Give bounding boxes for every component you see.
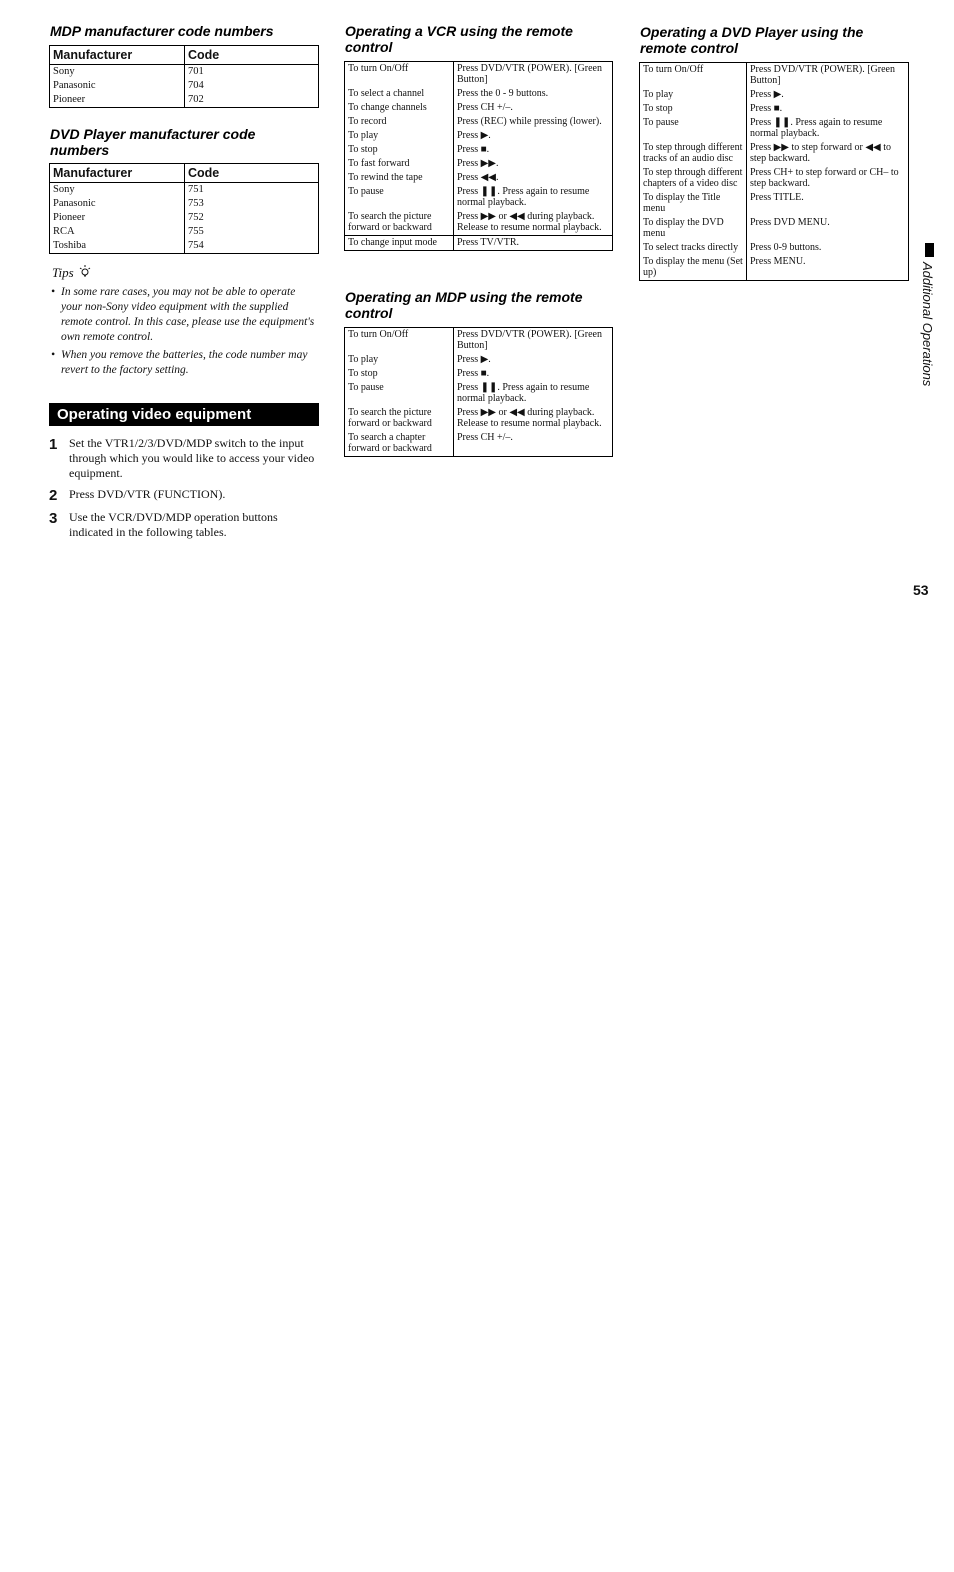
action-cell: To stop — [345, 367, 454, 381]
step-number: 2 — [49, 487, 58, 504]
action-cell: To play — [345, 353, 454, 367]
press-cell: Press ■. — [457, 368, 490, 379]
table-row — [640, 102, 909, 116]
table-row — [345, 431, 613, 457]
step-text: Set the VTR1/2/3/DVD/MDP switch to the input through which you would like to access your video equipment. — [69, 436, 315, 480]
press-cell: Press (REC) while pressing (lower). — [457, 116, 602, 127]
table-row — [50, 93, 319, 108]
table-row — [345, 87, 613, 101]
table-row — [640, 216, 909, 241]
mdp-heading: Operating an MDP using the remote control — [345, 289, 583, 321]
table-row — [640, 63, 909, 89]
action-cell: To search the picture forward or backward — [345, 406, 454, 431]
table-row — [345, 328, 613, 354]
table-row — [345, 406, 613, 431]
action-cell: To turn On/Off — [640, 63, 747, 89]
press-cell: Press 0-9 buttons. — [750, 242, 822, 253]
manufacturer-cell: Panasonic — [50, 197, 185, 211]
table-row — [640, 191, 909, 216]
press-cell: Press ▶. — [750, 89, 784, 100]
action-cell: To record — [345, 115, 454, 129]
column-header-manufacturer: Manufacturer — [50, 46, 185, 65]
action-cell: To turn On/Off — [345, 62, 454, 88]
code-cell: 752 — [185, 211, 319, 225]
action-cell: To display the Title menu — [640, 191, 747, 216]
press-cell: Press CH +/–. — [457, 102, 513, 113]
tip-text: In some rare cases, you may not be able to operate your non-Sony video equipment with the supplied remote control. In this case, please use the equipment's own remote control. — [61, 286, 315, 343]
press-cell: Press ❚❚. Press again to resume normal playback. — [457, 186, 590, 208]
action-cell: To step through different chapters of a video disc — [640, 166, 747, 191]
action-cell: To select a channel — [345, 87, 454, 101]
table-row — [640, 166, 909, 191]
action-cell: To search a chapter forward or backward — [345, 431, 454, 457]
tip-item: • When you remove the batteries, the code number may revert to the factory setting. — [51, 348, 316, 378]
table-row — [640, 241, 909, 255]
table-row — [50, 79, 319, 93]
action-cell: To display the menu (Set up) — [640, 255, 747, 281]
table-row — [345, 353, 613, 367]
action-cell: To step through different tracks of an audio disc — [640, 141, 747, 166]
manufacturer-cell: Sony — [50, 183, 185, 198]
code-cell: 702 — [185, 93, 319, 108]
dvd-table — [639, 62, 909, 281]
table-row — [345, 143, 613, 157]
press-cell: Press ▶▶. — [457, 158, 499, 169]
press-cell: Press TV/VTR. — [454, 236, 613, 251]
press-cell: Press ❚❚. Press again to resume normal playback. — [750, 117, 883, 139]
action-cell: To stop — [345, 143, 454, 157]
table-row — [345, 236, 613, 251]
table-row — [640, 88, 909, 102]
press-cell: Press ▶. — [457, 354, 491, 365]
action-cell: To fast forward — [345, 157, 454, 171]
code-cell: 751 — [185, 183, 319, 198]
table-row — [50, 65, 319, 80]
press-cell: Press ❚❚. Press again to resume normal playback. — [457, 382, 590, 404]
table-row — [345, 62, 613, 88]
mdp-code-table — [49, 45, 319, 108]
manufacturer-cell: Panasonic — [50, 79, 185, 93]
press-cell: Press CH+ to step forward or CH– to step backward. — [750, 167, 899, 189]
code-cell: 755 — [185, 225, 319, 239]
press-cell: Press ■. — [457, 144, 490, 155]
press-cell: Press the 0 - 9 buttons. — [457, 88, 549, 99]
manufacturer-cell: Pioneer — [50, 211, 185, 225]
action-cell: To pause — [345, 185, 454, 210]
column-header-code: Code — [185, 46, 319, 65]
table-row — [345, 210, 613, 236]
manufacturer-cell: Pioneer — [50, 93, 185, 108]
press-cell: Press DVD MENU. — [750, 217, 830, 228]
press-cell: Press ■. — [750, 103, 783, 114]
vcr-table — [344, 61, 613, 251]
dvd-codes-heading: DVD Player manufacturer code numbers — [50, 126, 256, 158]
tips-list — [51, 285, 316, 378]
step-item — [49, 487, 319, 504]
manufacturer-cell: Sony — [50, 65, 185, 80]
code-cell: 753 — [185, 197, 319, 211]
action-cell: To turn On/Off — [345, 328, 454, 354]
column-header-code: Code — [185, 164, 319, 183]
table-row — [345, 381, 613, 406]
action-cell: To play — [345, 129, 454, 143]
press-cell: Press ▶▶ to step forward or ◀◀ to step backward. — [750, 142, 892, 164]
press-cell: Press ▶. — [457, 130, 491, 141]
table-row — [640, 141, 909, 166]
step-number: 3 — [49, 510, 58, 527]
action-cell: To select tracks directly — [640, 241, 747, 255]
action-cell: To pause — [640, 116, 747, 141]
press-cell: Press ▶▶ or ◀◀ during playback. Release to resume normal playback. — [457, 407, 602, 429]
press-cell: Press ▶▶ or ◀◀ during playback. Release to resume normal playback. — [457, 211, 602, 233]
code-cell: 754 — [185, 239, 319, 254]
dvd-heading: Operating a DVD Player using the remote control — [640, 24, 864, 56]
action-cell: To pause — [345, 381, 454, 406]
table-row — [50, 211, 319, 225]
section-tab-label: Additional Operations — [920, 262, 935, 387]
tips-header — [52, 264, 92, 283]
table-row — [640, 116, 909, 141]
mdp-codes-heading: MDP manufacturer code numbers — [50, 23, 274, 39]
action-cell: To change channels — [345, 101, 454, 115]
step-text: Use the VCR/DVD/MDP operation buttons indicated in the following tables. — [69, 510, 278, 539]
press-cell: Press TITLE. — [750, 192, 804, 203]
step-text: Press DVD/VTR (FUNCTION). — [69, 487, 226, 501]
table-row — [345, 115, 613, 129]
steps-list — [49, 436, 319, 540]
tips-title: Tips — [52, 265, 74, 280]
page-number: 53 — [913, 582, 929, 598]
step-item — [49, 436, 319, 481]
action-cell: To search the picture forward or backward — [345, 210, 454, 236]
lightbulb-icon — [78, 264, 92, 283]
table-row — [640, 255, 909, 281]
dvd-code-table — [49, 163, 319, 254]
step-number: 1 — [49, 436, 58, 453]
vcr-heading: Operating a VCR using the remote control — [345, 23, 573, 55]
table-row — [345, 157, 613, 171]
press-cell: Press DVD/VTR (POWER). [Green Button] — [750, 64, 895, 86]
code-cell: 704 — [185, 79, 319, 93]
press-cell: Press ◀◀. — [457, 172, 499, 183]
table-row — [345, 367, 613, 381]
table-row — [50, 183, 319, 198]
section-tab-marker — [925, 243, 934, 257]
mdp-table — [344, 327, 613, 457]
tip-item: • In some rare cases, you may not be able to operate your non-Sony video equipment with the supplied remote control. In this case, please use the equipment's own remote control. — [51, 286, 315, 343]
manufacturer-cell: RCA — [50, 225, 185, 239]
table-row — [50, 239, 319, 254]
table-row — [50, 197, 319, 211]
table-row — [50, 225, 319, 239]
press-cell: Press DVD/VTR (POWER). [Green Button] — [457, 329, 602, 351]
column-header-manufacturer: Manufacturer — [50, 164, 185, 183]
action-cell: To play — [640, 88, 747, 102]
action-cell: To display the DVD menu — [640, 216, 747, 241]
code-cell: 701 — [185, 65, 319, 80]
table-row — [345, 101, 613, 115]
manufacturer-cell: Toshiba — [50, 239, 185, 254]
press-cell: Press MENU. — [750, 256, 806, 267]
operating-video-banner: Operating video equipment — [49, 403, 319, 426]
table-row — [345, 185, 613, 210]
action-cell: To change input mode — [345, 236, 454, 251]
step-item — [49, 510, 319, 540]
table-row — [345, 129, 613, 143]
action-cell: To stop — [640, 102, 747, 116]
press-cell: Press CH +/–. — [457, 432, 513, 443]
action-cell: To rewind the tape — [345, 171, 454, 185]
table-row — [345, 171, 613, 185]
press-cell: Press DVD/VTR (POWER). [Green Button] — [457, 63, 602, 85]
tip-text: When you remove the batteries, the code number may revert to the factory setting. — [61, 349, 308, 376]
